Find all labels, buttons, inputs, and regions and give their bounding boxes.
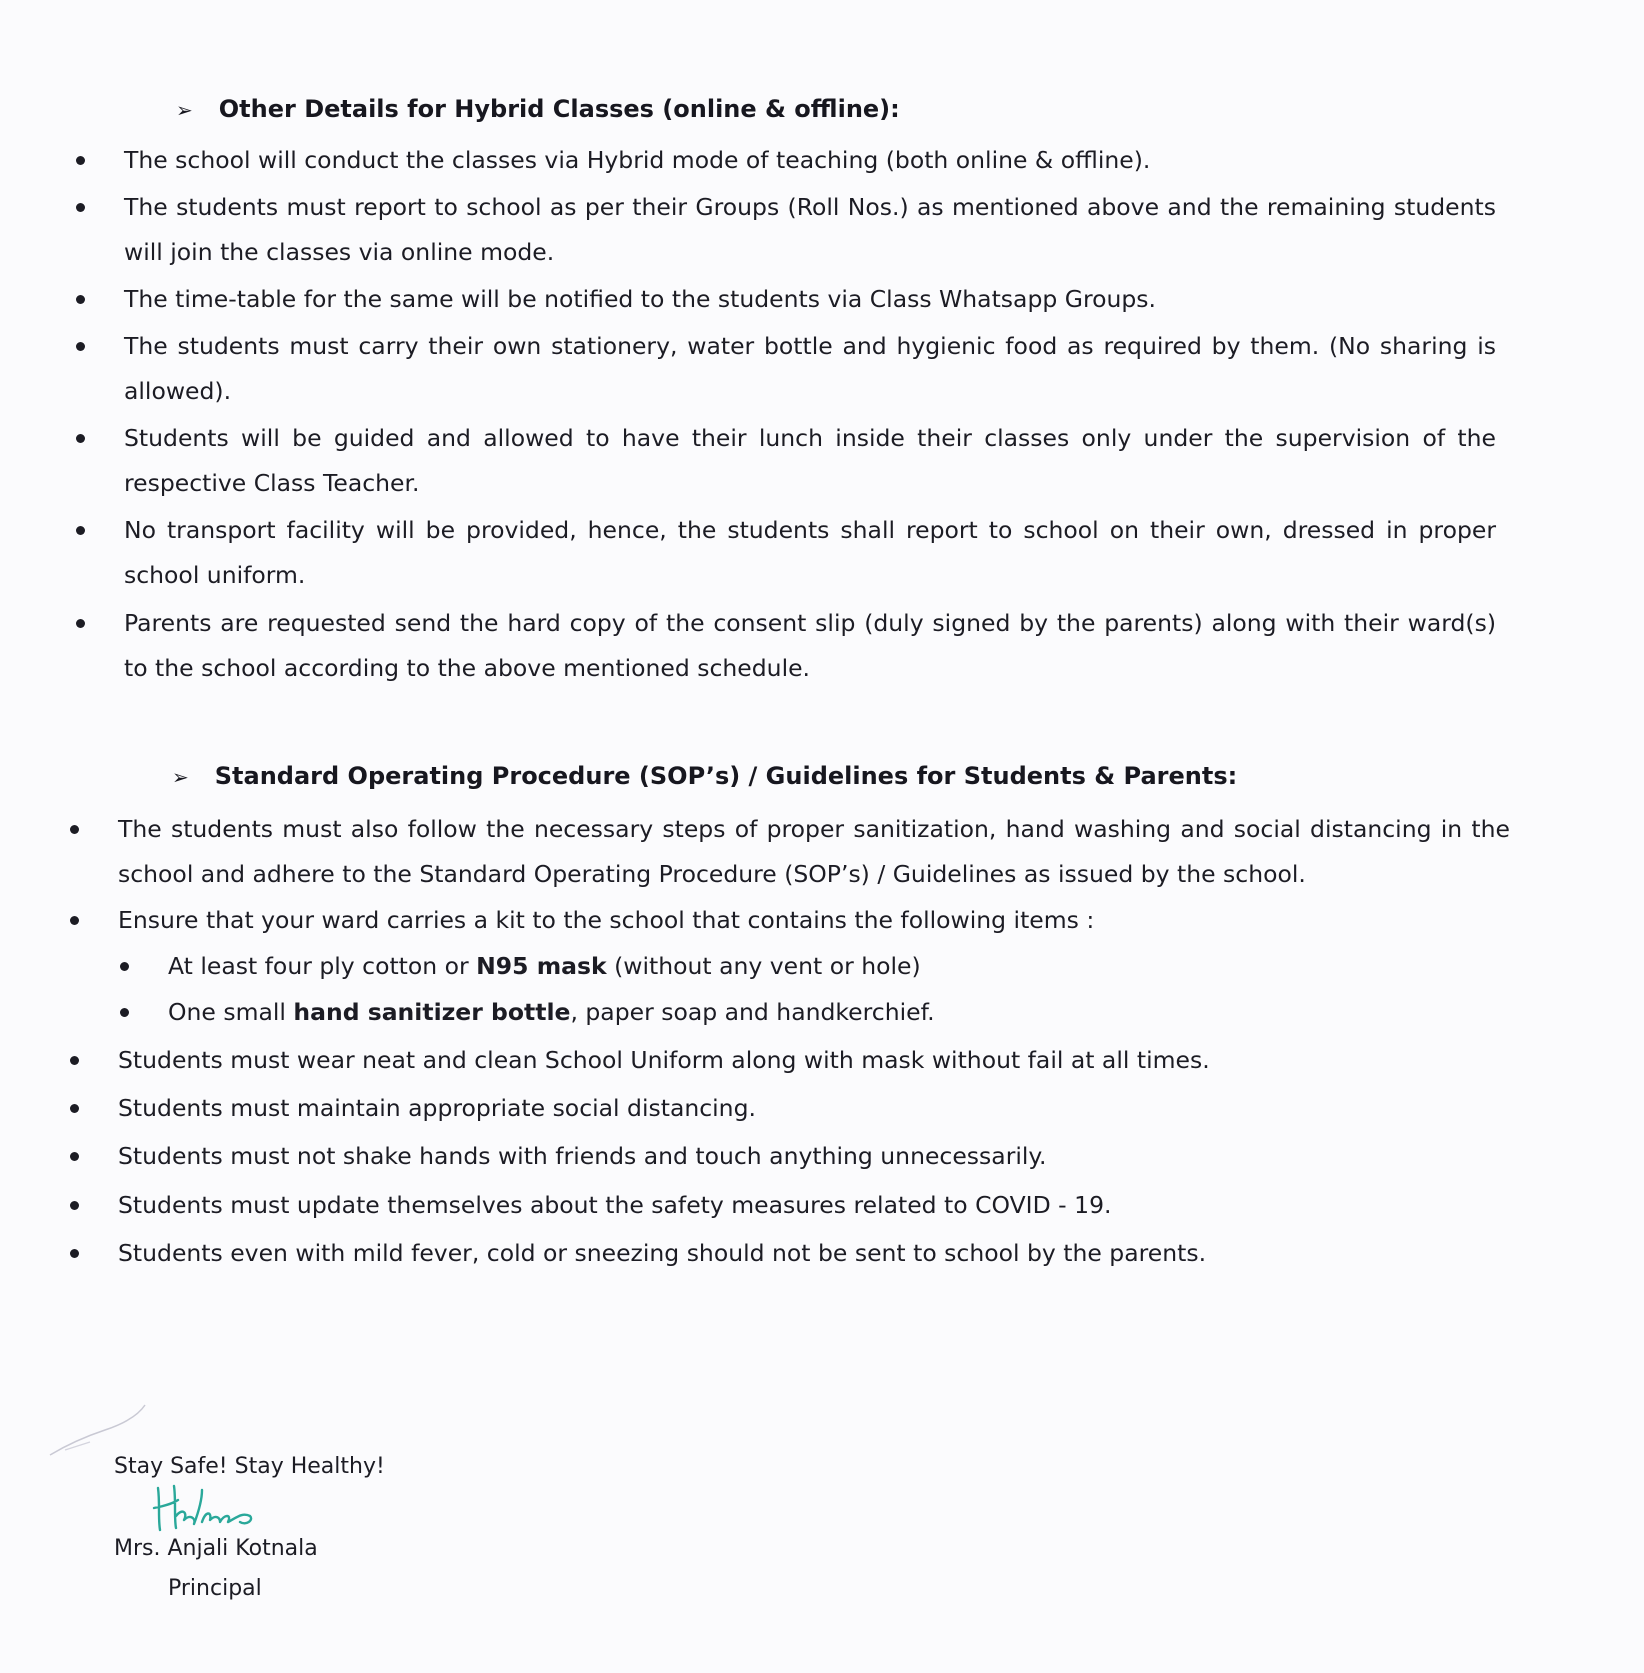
list-item: Ensure that your ward carries a kit to the school that contains the following items : bbox=[70, 898, 1510, 943]
sub-list-item: At least four ply cotton or N95 mask (without any vent or hole) bbox=[120, 944, 1420, 989]
list-item: Students even with mild fever, cold or sneezing should not be sent to school by the parents. bbox=[70, 1231, 1510, 1276]
list-item: Students will be guided and allowed to have their lunch inside their classes only under the supervision of the respective Class Teacher. bbox=[76, 416, 1496, 506]
bullet-icon bbox=[76, 434, 85, 443]
section-heading-hybrid: ➢ Other Details for Hybrid Classes (online & offline): bbox=[176, 95, 900, 123]
bullet-icon bbox=[70, 1104, 79, 1113]
list-item: The time-table for the same will be notified to the students via Class Whatsapp Groups. bbox=[76, 277, 1496, 322]
principal-title: Principal bbox=[168, 1576, 262, 1601]
bullet-icon bbox=[70, 1152, 79, 1161]
bullet-icon bbox=[120, 1008, 129, 1017]
principal-name: Mrs. Anjali Kotnala bbox=[114, 1536, 318, 1561]
bullet-icon bbox=[76, 526, 85, 535]
closing-motto: Stay Safe! Stay Healthy! bbox=[114, 1454, 385, 1479]
list-item: The students must report to school as per their Groups (Roll Nos.) as mentioned above and the remaining students will join the classes via online mode. bbox=[76, 185, 1496, 275]
bullet-icon bbox=[120, 962, 129, 971]
bullet-icon bbox=[70, 1201, 79, 1210]
bullet-icon bbox=[76, 295, 85, 304]
arrow-bullet-icon: ➢ bbox=[176, 98, 193, 122]
bullet-icon bbox=[70, 825, 79, 834]
list-item: No transport facility will be provided, hence, the students shall report to school on their own, dressed in proper school uniform. bbox=[76, 508, 1496, 598]
list-item: The school will conduct the classes via Hybrid mode of teaching (both online & offline). bbox=[76, 138, 1496, 183]
bullet-icon bbox=[76, 619, 85, 628]
bullet-icon bbox=[76, 342, 85, 351]
arrow-bullet-icon: ➢ bbox=[172, 765, 189, 789]
list-item: Students must update themselves about the safety measures related to COVID - 19. bbox=[70, 1183, 1510, 1228]
bullet-icon bbox=[76, 203, 85, 212]
list-item: Students must maintain appropriate social distancing. bbox=[70, 1086, 1510, 1131]
list-item: The students must also follow the necessary steps of proper sanitization, hand washing and social distancing in the school and adhere to the Standard Operating Procedure (SOP’s) / Guidelines as issued by the school. bbox=[70, 807, 1510, 897]
bullet-icon bbox=[70, 1249, 79, 1258]
sub-list-item: One small hand sanitizer bottle, paper soap and handkerchief. bbox=[120, 990, 1420, 1035]
bullet-icon bbox=[70, 1056, 79, 1065]
list-item: Students must not shake hands with friends and touch anything unnecessarily. bbox=[70, 1134, 1510, 1179]
bullet-icon bbox=[76, 156, 85, 165]
signature bbox=[150, 1478, 270, 1538]
bullet-icon bbox=[70, 916, 79, 925]
list-item: Students must wear neat and clean School Uniform along with mask without fail at all times. bbox=[70, 1038, 1510, 1083]
pen-mark-icon bbox=[45, 1400, 155, 1460]
list-item: Parents are requested send the hard copy of the consent slip (duly signed by the parents) along with their ward(s) to the school according to the above mentioned schedule. bbox=[76, 601, 1496, 691]
section-heading-sop: ➢ Standard Operating Procedure (SOP’s) / Guidelines for Students & Parents: bbox=[172, 762, 1238, 790]
list-item: The students must carry their own stationery, water bottle and hygienic food as required by them. (No sharing is allowed). bbox=[76, 324, 1496, 414]
